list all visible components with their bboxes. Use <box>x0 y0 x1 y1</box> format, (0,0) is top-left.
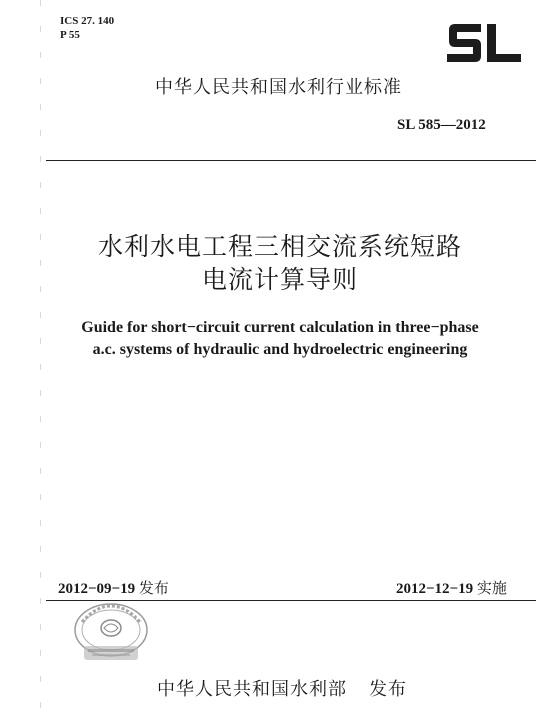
title-en-line-1: Guide for short−circuit current calculation in three−phase <box>81 319 479 336</box>
implementation-date <box>396 577 507 598</box>
standard-type-heading: 中华人民共和国水利行业标准 <box>155 77 402 98</box>
standard-code: SL 585—2012 <box>397 117 486 133</box>
p-code: P 55 <box>60 29 80 41</box>
seal-stamp-graphic <box>66 600 156 670</box>
publisher-name: 中华人民共和国水利部 <box>157 679 347 700</box>
title-chinese <box>0 230 560 296</box>
title-cn-line-2: 电流计算导则 <box>201 265 358 294</box>
sl-logo-mark <box>445 22 523 64</box>
title-en-line-2: a.c. systems of hydraulic and hydroelectric engineering <box>92 341 468 358</box>
title-cn-line-1: 水利水电工程三相交流系统短路 <box>97 232 462 261</box>
sl-logo <box>445 22 523 64</box>
issue-date <box>58 577 169 598</box>
title-english <box>0 317 560 361</box>
header-divider <box>46 160 536 161</box>
publisher-action: 发布 <box>369 679 407 700</box>
publisher-line <box>157 675 407 701</box>
classification-codes <box>60 14 114 42</box>
implementation-date-label: 实施 <box>476 579 507 597</box>
issue-date-label: 发布 <box>138 579 169 597</box>
implementation-date-value: 2012−12−19 <box>396 581 474 597</box>
publisher-seal-stamp <box>66 600 156 670</box>
issue-date-value: 2012−09−19 <box>58 581 136 597</box>
ics-code: ICS 27. 140 <box>60 15 115 27</box>
